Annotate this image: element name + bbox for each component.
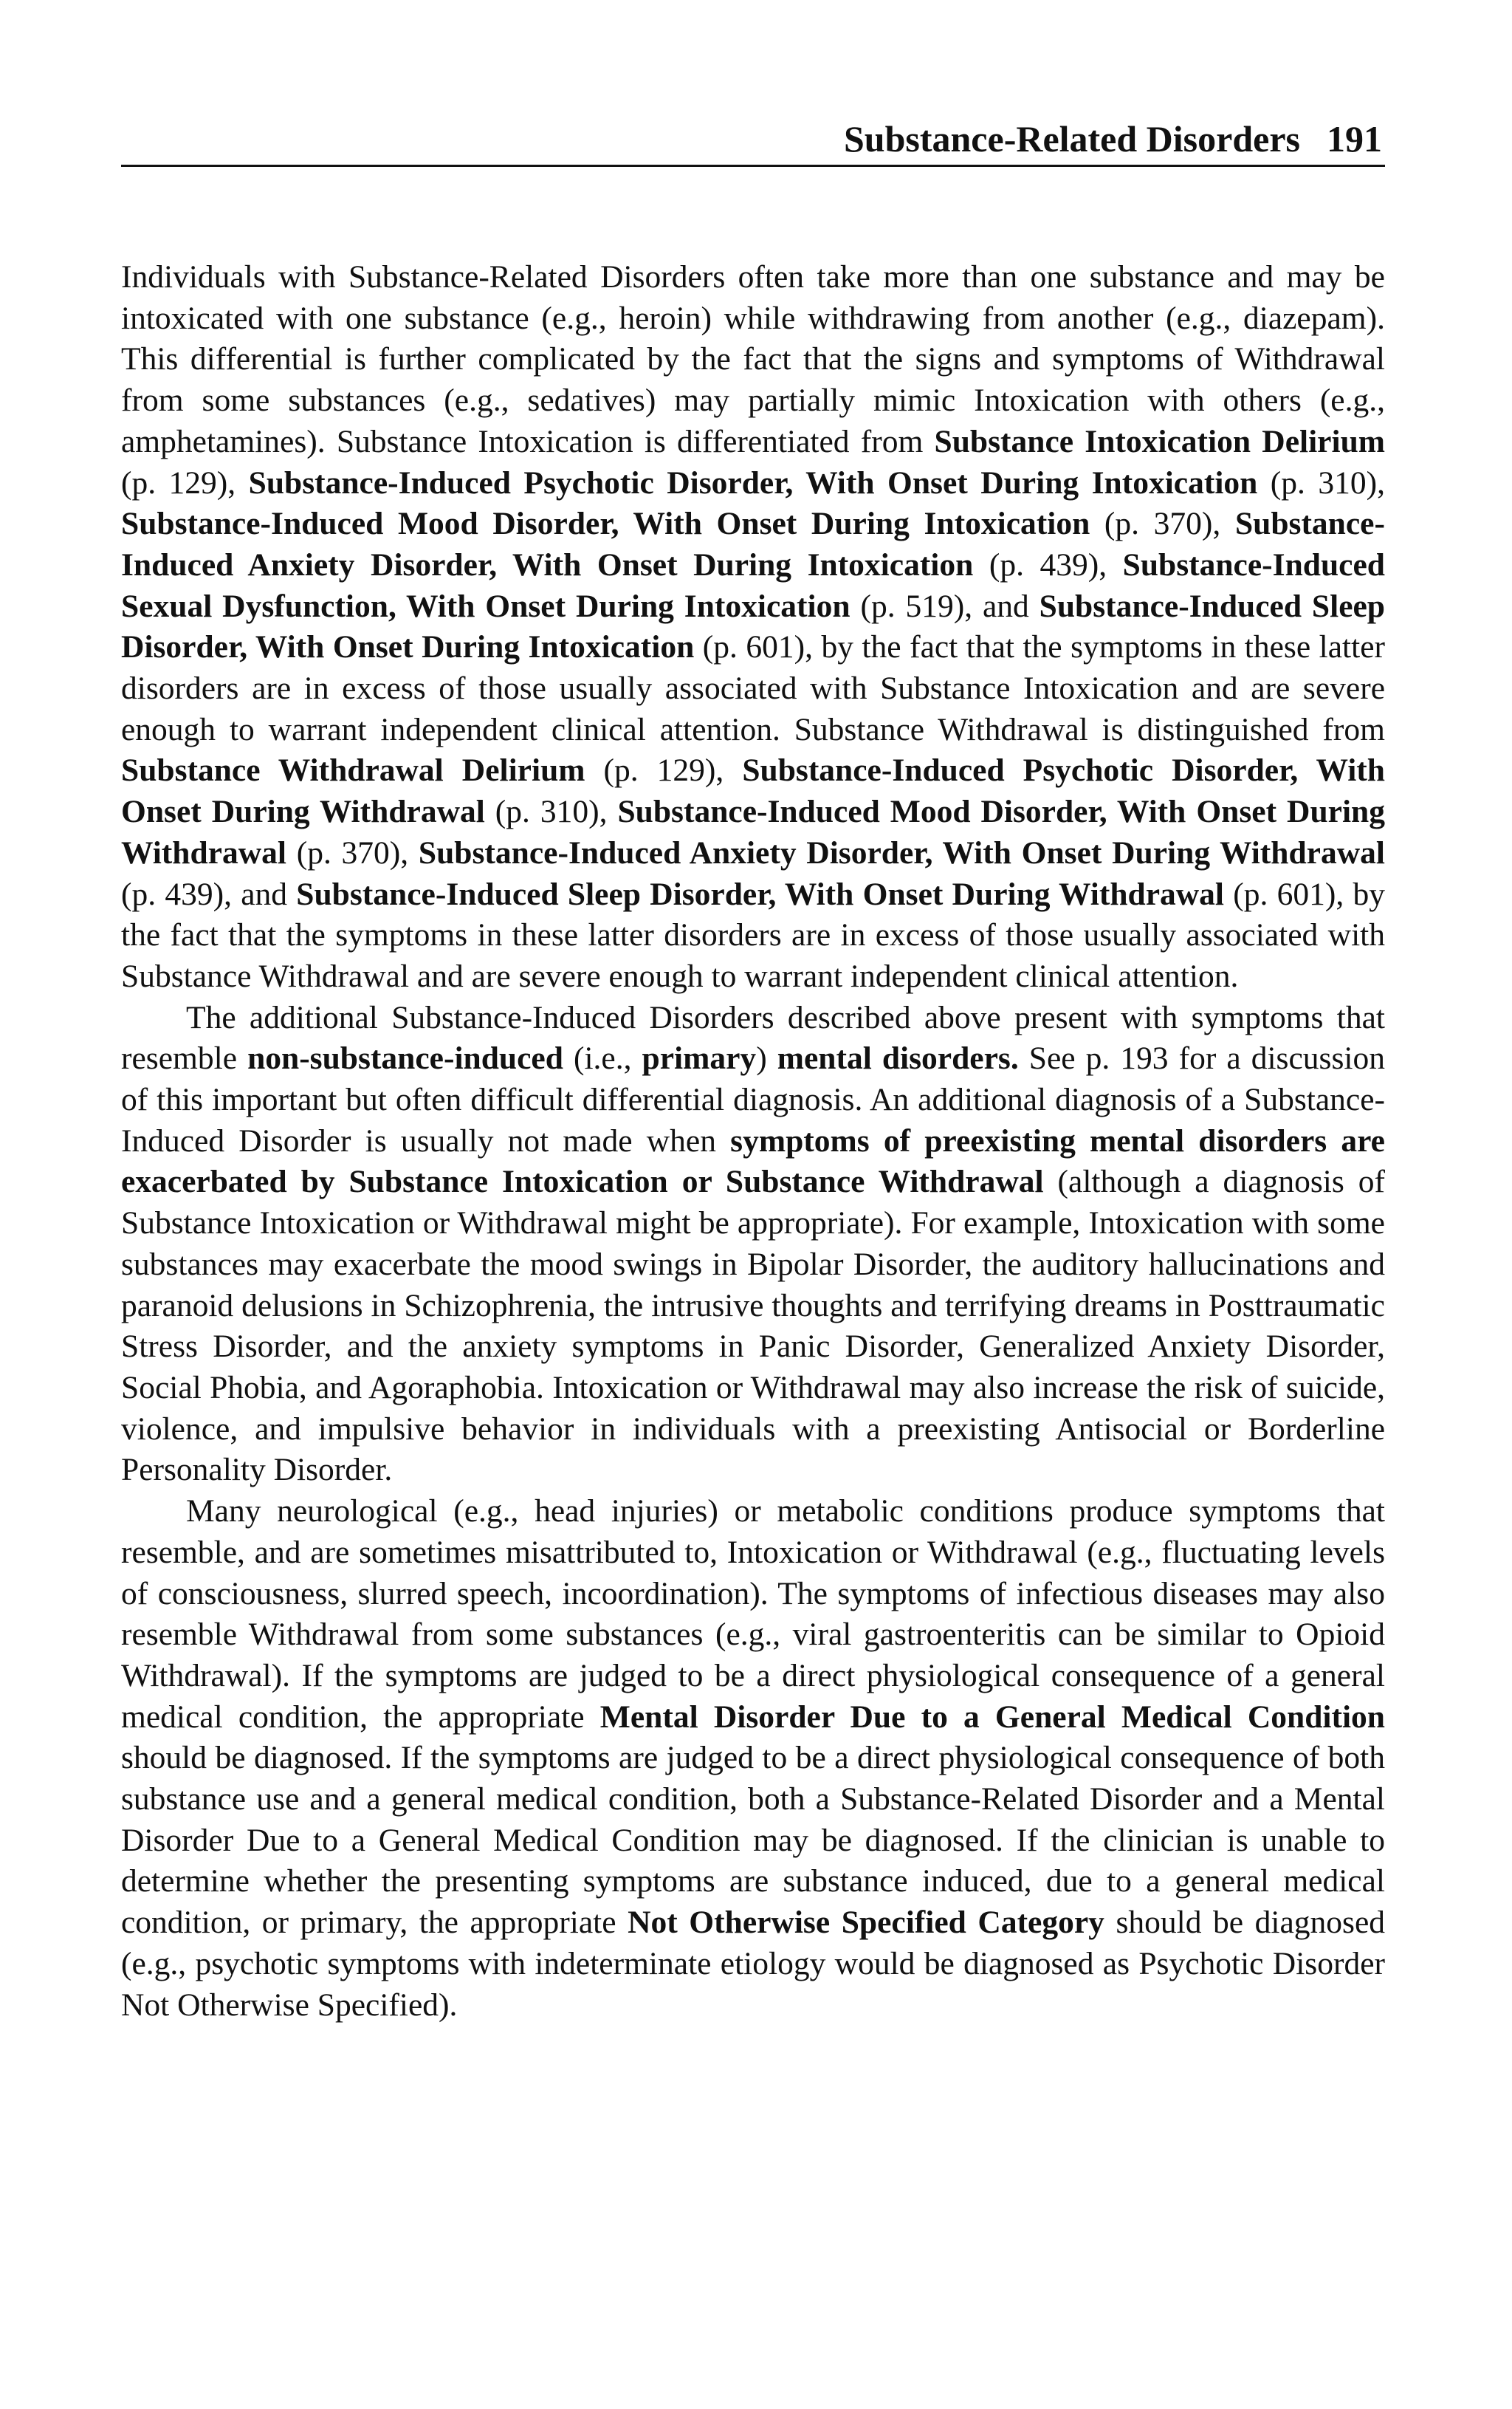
text-run: (p. 370), xyxy=(286,835,419,871)
bold-term: Substance-Induced Anxiety Disorder, With Onset During Intoxication xyxy=(121,506,1385,583)
text-run: The additional Substance-Induced Disorders described above present with symptoms that resemble xyxy=(121,999,1385,1077)
bold-term: non-substance-induced xyxy=(247,1041,563,1077)
bold-term: Substance-Induced Mood Disorder, With Onset During Intoxication xyxy=(121,506,1090,542)
bold-term: Substance-Induced Mood Disorder, With Onset During Withdrawal xyxy=(121,794,1385,871)
header-title: Substance-Related Disorders xyxy=(843,118,1300,160)
body-text xyxy=(121,257,1385,2026)
text-run: See p. 193 for a discussion of this important but often difficult differential diagnosis. An additional diagnosis of a Substance-Induced Disorder is usually not made when xyxy=(121,1041,1385,1159)
text-run: (p. 439), xyxy=(973,546,1123,583)
bold-term: Substance Intoxication Delirium xyxy=(934,423,1386,459)
bold-term: Substance-Induced Psychotic Disorder, With Onset During Intoxication xyxy=(248,465,1258,501)
text-run: (p. 601), by the fact that the symptoms in these latter disorders are in excess of those usually associated with Substance Withdrawal and are severe enough to warrant independent clinical attention. xyxy=(121,876,1385,994)
paragraph-2 xyxy=(121,998,1385,1491)
text-run: (p. 370), xyxy=(1090,506,1235,542)
text-run: (i.e., xyxy=(563,1041,642,1077)
bold-term: Mental Disorder Due to a General Medical Condition xyxy=(599,1699,1386,1735)
text-run: ) xyxy=(756,1041,777,1077)
text-run: should be diagnosed (e.g., psychotic symptoms with indeterminate etiology would be diagnosed as Psychotic Disorder Not Otherwise Specified). xyxy=(121,1905,1386,2023)
running-header xyxy=(121,111,1385,167)
bold-term: Substance Withdrawal Delirium xyxy=(121,753,585,789)
text-run: (p. 310), xyxy=(1257,465,1385,501)
bold-term: Substance-Induced Sleep Disorder, With Onset During Intoxication xyxy=(121,588,1386,665)
text-run: (p. 601), by the fact that the symptoms in these latter disorders are in excess of those usually associated with Substance Intoxication and are severe enough to warrant independent clinical attention. Substance Withdrawal is distinguished from xyxy=(121,629,1386,747)
text-run: (p. 129), xyxy=(585,753,743,789)
text-run: should be diagnosed. If the symptoms are judged to be a direct physiological consequence of both substance use and a general medical condition, both a Substance-Related Disorder and a Mental Disorder Due to a General Medical Condition may be diagnosed. If the clinician is unable to determine whether the presenting symptoms are substance induced, due to a general medical condition, or primary, the appropriate xyxy=(121,1740,1385,1941)
text-run: (although a diagnosis of Substance Intoxication or Withdrawal might be appropriate). For example, Intoxication with some substances may exacerbate the mood swings in Bipolar Disorder, the auditory hallucinations and paranoid delusions in Schizophrenia, the intrusive thoughts and terrifying dreams in Posttraumatic Stress Disorder, and the anxiety symptoms in Panic Disorder, Generalized Anxiety Disorder, Social Phobia, and Agoraphobia. Intoxication or Withdrawal may also increase the risk of suicide, violence, and impulsive behavior in individuals with a preexisting Antisocial or Borderline Personality Disorder. xyxy=(121,1164,1385,1488)
bold-term: Substance-Induced Sleep Disorder, With Onset During Withdrawal xyxy=(296,876,1225,912)
bold-term: mental disorders. xyxy=(777,1041,1019,1077)
text-run: (p. 129), xyxy=(121,465,249,501)
bold-term: primary xyxy=(642,1041,757,1077)
paragraph-1 xyxy=(121,257,1385,998)
header-line xyxy=(844,118,1382,160)
text-run: (p. 519), and xyxy=(850,588,1040,624)
page-number: 191 xyxy=(1327,118,1382,160)
text-run: (p. 439), and xyxy=(121,876,297,912)
text-run: Many neurological (e.g., head injuries) or metabolic conditions produce symptoms that resemble, and are sometimes misattributed to, Intoxication or Withdrawal (e.g., fluctuating levels of consciousness, slurred speech, incoordination). The symptoms of infectious diseases may also resemble Withdrawal from some substances (e.g., viral gastroenteritis can be similar to Opioid Withdrawal). If the symptoms are judged to be a direct physiological consequence of a general medical condition, the appropriate xyxy=(121,1493,1385,1735)
bold-term: Substance-Induced Psychotic Disorder, With Onset During Withdrawal xyxy=(121,753,1385,830)
bold-term: Substance-Induced Sexual Dysfunction, With Onset During Intoxication xyxy=(121,546,1385,624)
text-run: (p. 310), xyxy=(484,794,618,830)
bold-term: Not Otherwise Specified Category xyxy=(628,1905,1104,1941)
bold-term: Substance-Induced Anxiety Disorder, With Onset During Withdrawal xyxy=(418,835,1385,871)
text-run: Individuals with Substance-Related Disorders often take more than one substance and may be intoxicated with one substance (e.g., heroin) while withdrawing from another (e.g., diazepam). This differential is further complicated by the fact that the signs and symptoms of Withdrawal from some substances (e.g., sedatives) may partially mimic Intoxication with others (e.g., amphetamines). Substance Intoxication is differentiated from xyxy=(121,259,1385,459)
bold-term: symptoms of preexisting mental disorders are exacerbated by Substance Intoxication or Substance Withdrawal xyxy=(121,1123,1385,1200)
paragraph-3 xyxy=(121,1491,1385,2026)
